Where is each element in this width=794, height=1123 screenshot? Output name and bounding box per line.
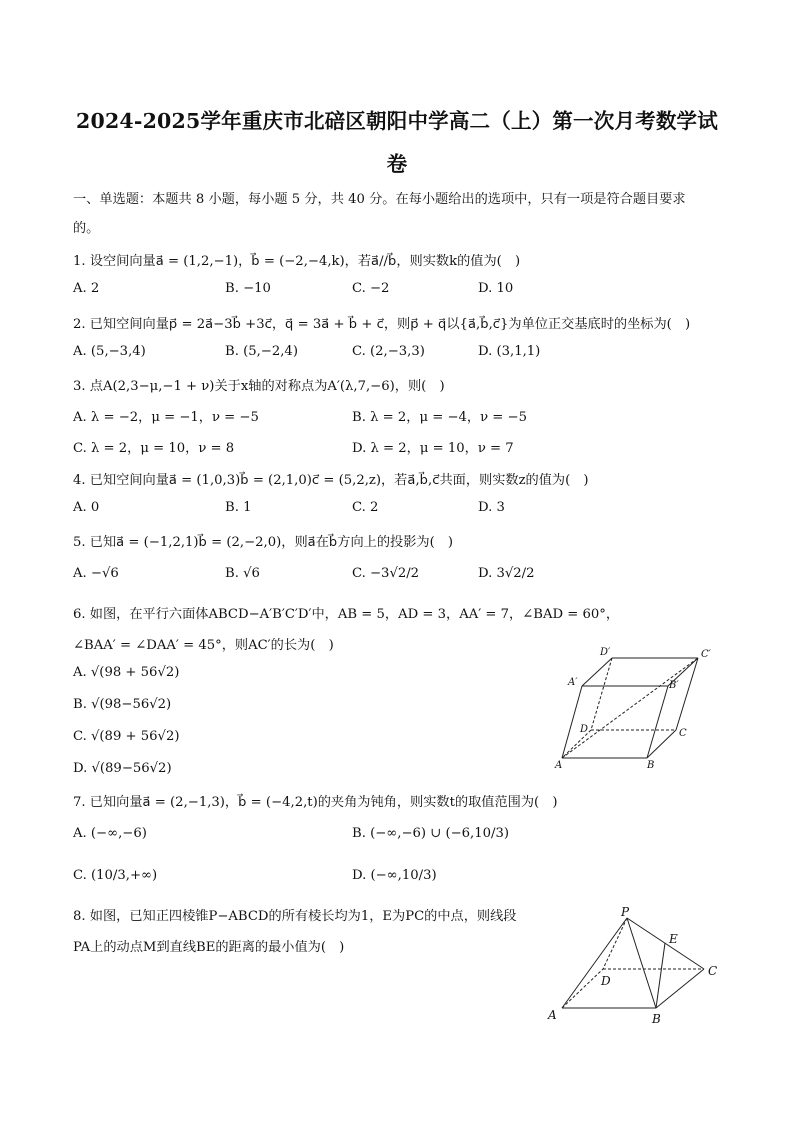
q4-option-b: B. 1 — [225, 500, 252, 515]
prism-label-d-prime: D′ — [600, 647, 611, 658]
q5-option-b: B. √6 — [225, 566, 260, 581]
q6-option-b: B. √(98−56√2) — [73, 697, 172, 712]
question-5-stem: 5. 已知a⃗ = (−1,2,1)b⃗ = (2,−2,0)，则a⃗在b⃗方向上的投影为( ) — [73, 535, 454, 550]
q6-option-d: D. √(89−56√2) — [73, 761, 172, 776]
q3-option-b: B. λ = 2，μ = −4，ν = −5 — [352, 410, 527, 425]
prism-label-d: D — [580, 724, 589, 735]
q5-option-c: C. −3√2/2 — [352, 566, 420, 581]
prism-label-c-prime: C′ — [701, 649, 711, 660]
prism-label-a: A — [555, 760, 563, 771]
q6-option-a: A. √(98 + 56√2) — [73, 665, 180, 680]
q2-option-a: A. (5,−3,4) — [73, 344, 146, 359]
q7-option-b: B. (−∞,−6) ∪ (−6,10/3) — [352, 826, 510, 841]
q5-option-d: D. 3√2/2 — [478, 566, 535, 581]
question-6-stem-cont: ∠BAA′ = ∠DAA′ = 45°，则AC′的长为( ) — [73, 638, 334, 653]
pyramid-label-d: D — [601, 974, 611, 988]
q5-option-a: A. −√6 — [73, 566, 119, 581]
pyramid-label-b: B — [652, 1012, 661, 1026]
question-8-stem: 8. 如图，已知正四棱锥P−ABCD的所有棱长均为1，E为PC的中点，则线段 — [73, 909, 517, 924]
prism-label-b-prime: B′ — [669, 680, 679, 691]
prism-label-b: B — [647, 760, 655, 771]
q4-option-c: C. 2 — [352, 500, 379, 515]
q2-option-d: D. (3,1,1) — [478, 344, 541, 359]
pyramid-figure — [540, 903, 730, 1028]
q1-option-d: D. 10 — [478, 281, 514, 296]
pyramid-label-e: E — [669, 932, 678, 946]
exam-title-line2: 卷 — [386, 152, 408, 176]
q1-option-c: C. −2 — [352, 281, 390, 296]
q4-option-a: A. 0 — [73, 500, 100, 515]
q1-option-a: A. 2 — [73, 281, 100, 296]
question-4-stem: 4. 已知空间向量a⃗ = (1,0,3)b⃗ = (2,1,0)c⃗ = (5,2,z)，若a⃗,b⃗,c⃗共面，则实数z的值为( ) — [73, 473, 589, 488]
question-2-stem: 2. 已知空间向量p⃗ = 2a⃗−3b⃗ +3c⃗，q⃗ = 3a⃗ + b⃗ + c⃗，则p⃗ + q⃗以{a⃗,b⃗,c⃗}为单位正交基底时的坐标为( ) — [73, 317, 691, 332]
q7-option-d: D. (−∞,10/3) — [352, 868, 437, 883]
q6-option-c: C. √(89 + 56√2) — [73, 729, 180, 744]
section-heading: 一、单选题：本题共 8 小题，每小题 5 分，共 40 分。在每小题给出的选项中，只有一项是符合题目要求 — [73, 192, 686, 207]
q7-option-a: A. (−∞,−6) — [73, 826, 147, 841]
q3-option-c: C. λ = 2，μ = 10，ν = 8 — [73, 441, 235, 456]
pyramid-label-c: C — [708, 964, 718, 978]
q3-option-d: D. λ = 2，μ = 10，ν = 7 — [352, 441, 514, 456]
q2-option-c: C. (2,−3,3) — [352, 344, 425, 359]
question-7-stem: 7. 已知向量a⃗ = (2,−1,3)，b⃗ = (−4,2,t)的夹角为钝角，则实数t的取值范围为( ) — [73, 795, 558, 810]
question-8-stem-cont: PA上的动点M到直线BE的距离的最小值为( ) — [73, 940, 345, 955]
pyramid-label-a: A — [548, 1008, 557, 1022]
prism-label-a-prime: A′ — [568, 677, 578, 688]
section-heading-cont: 的。 — [73, 221, 100, 236]
prism-label-c: C — [679, 728, 687, 739]
q2-option-b: B. (5,−2,4) — [225, 344, 298, 359]
q7-option-c: C. (10/3,+∞) — [73, 868, 158, 883]
pyramid-label-p: P — [621, 905, 630, 919]
question-6-stem: 6. 如图，在平行六面体ABCD−A′B′C′D′中，AB = 5，AD = 3，AA′ = 7，∠BAD = 60°， — [73, 607, 620, 622]
q1-option-b: B. −10 — [225, 281, 271, 296]
q4-option-d: D. 3 — [478, 500, 505, 515]
q3-option-a: A. λ = −2，μ = −1，ν = −5 — [73, 410, 259, 425]
question-1-stem: 1. 设空间向量a⃗ = (1,2,−1)，b⃗ = (−2,−4,k)，若a⃗//b⃗，则实数k的值为( ) — [73, 254, 521, 269]
parallelepiped-figure — [550, 644, 720, 772]
exam-title-line1: 2024-2025学年重庆市北碚区朝阳中学高二（上）第一次月考数学试 — [76, 109, 718, 133]
question-3-stem: 3. 点A(2,3−μ,−1 + ν)关于x轴的对称点为A′(λ,7,−6)，则( ) — [73, 379, 445, 394]
